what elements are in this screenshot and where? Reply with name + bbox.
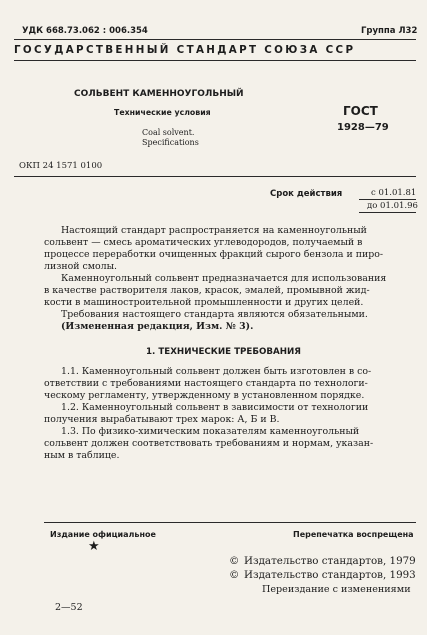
intro-line: сольвент — смесь ароматических углеводородов, получаемый в: [44, 237, 363, 248]
intro-line: кости в машиностроительной промышленности и других целей.: [44, 297, 364, 308]
group-code: Группа Л32: [361, 26, 418, 36]
gost-label: ГОСТ: [343, 104, 378, 118]
okp-code: ОКП 24 1571 0100: [19, 161, 103, 171]
section-line: ческому регламенту, утвержденному в установленном порядке.: [44, 390, 365, 401]
header-rule-bottom: [14, 60, 416, 61]
copyright-icon: ©: [229, 569, 240, 581]
intro-line: в качестве растворителя лаков, красок, эмалей, промывной жид-: [44, 285, 370, 296]
copyright-line-1: [229, 555, 416, 567]
gost-number: 1928—79: [337, 122, 389, 133]
section-line: ответствии с требованиями настоящего стандарта по технологи-: [44, 378, 368, 389]
section-line: 1.2. Каменноугольный сольвент в зависимости от технологии: [61, 402, 369, 413]
gos-standard-banner: ГОСУДАРСТВЕННЫЙ СТАНДАРТ СОЮЗА ССР: [14, 44, 356, 56]
validity-from: с 01.01.81: [371, 188, 417, 198]
copyright-icon: ©: [229, 555, 240, 567]
section-line: ным в таблице.: [44, 450, 120, 461]
intro-line: лизной смолы.: [44, 261, 118, 272]
intro-line: Требования настоящего стандарта являются обязательными.: [61, 309, 368, 320]
page-number: 2—52: [55, 602, 83, 613]
document-subtitle: Технические условия: [114, 108, 211, 117]
section-heading: 1. ТЕХНИЧЕСКИЕ ТРЕБОВАНИЯ: [146, 347, 301, 357]
reprint-prohibited-label: Перепечатка воспрещена: [293, 530, 414, 539]
footer-rule: [44, 522, 416, 523]
english-title-line-1: Coal solvent.: [142, 128, 195, 137]
udk-code: УДК 668.73.062 : 006.354: [22, 26, 148, 36]
okp-rule: [14, 176, 416, 177]
validity-rule-1: [359, 199, 416, 200]
intro-line: Настоящий стандарт распространяется на каменноугольный: [61, 225, 367, 236]
star-icon: ★: [88, 539, 100, 554]
amendment-note: (Измененная редакция, Изм. № 3).: [61, 321, 254, 332]
intro-line: процессе переработки очищенных фракций сырого бензола и пиро-: [44, 249, 384, 260]
validity-to: до 01.01.96: [367, 201, 418, 211]
official-edition-label: Издание официальное: [50, 530, 156, 539]
validity-label: Срок действия: [270, 189, 343, 199]
copyright-text-1: Издательство стандартов, 1979: [244, 555, 416, 567]
copyright-text-2: Издательство стандартов, 1993: [244, 569, 416, 581]
english-title-line-2: Specifications: [142, 138, 199, 147]
section-line: сольвент должен соответствовать требованиям и нормам, указан-: [44, 438, 374, 449]
validity-rule-2: [359, 212, 416, 213]
header-rule-top: [14, 39, 416, 40]
intro-line: Каменноугольный сольвент предназначается для использования: [61, 273, 387, 284]
copyright-line-2: [229, 569, 416, 581]
section-line: 1.1. Каменноугольный сольвент должен быть изготовлен в со-: [61, 366, 372, 377]
section-line: 1.3. По физико-химическим показателям каменноугольный: [61, 426, 360, 437]
reissue-note: Переиздание с изменениями: [262, 584, 411, 595]
section-line: получения вырабатывают трех марок: А, Б и В.: [44, 414, 280, 425]
document-title: СОЛЬВЕНТ КАМЕННОУГОЛЬНЫЙ: [74, 89, 244, 99]
